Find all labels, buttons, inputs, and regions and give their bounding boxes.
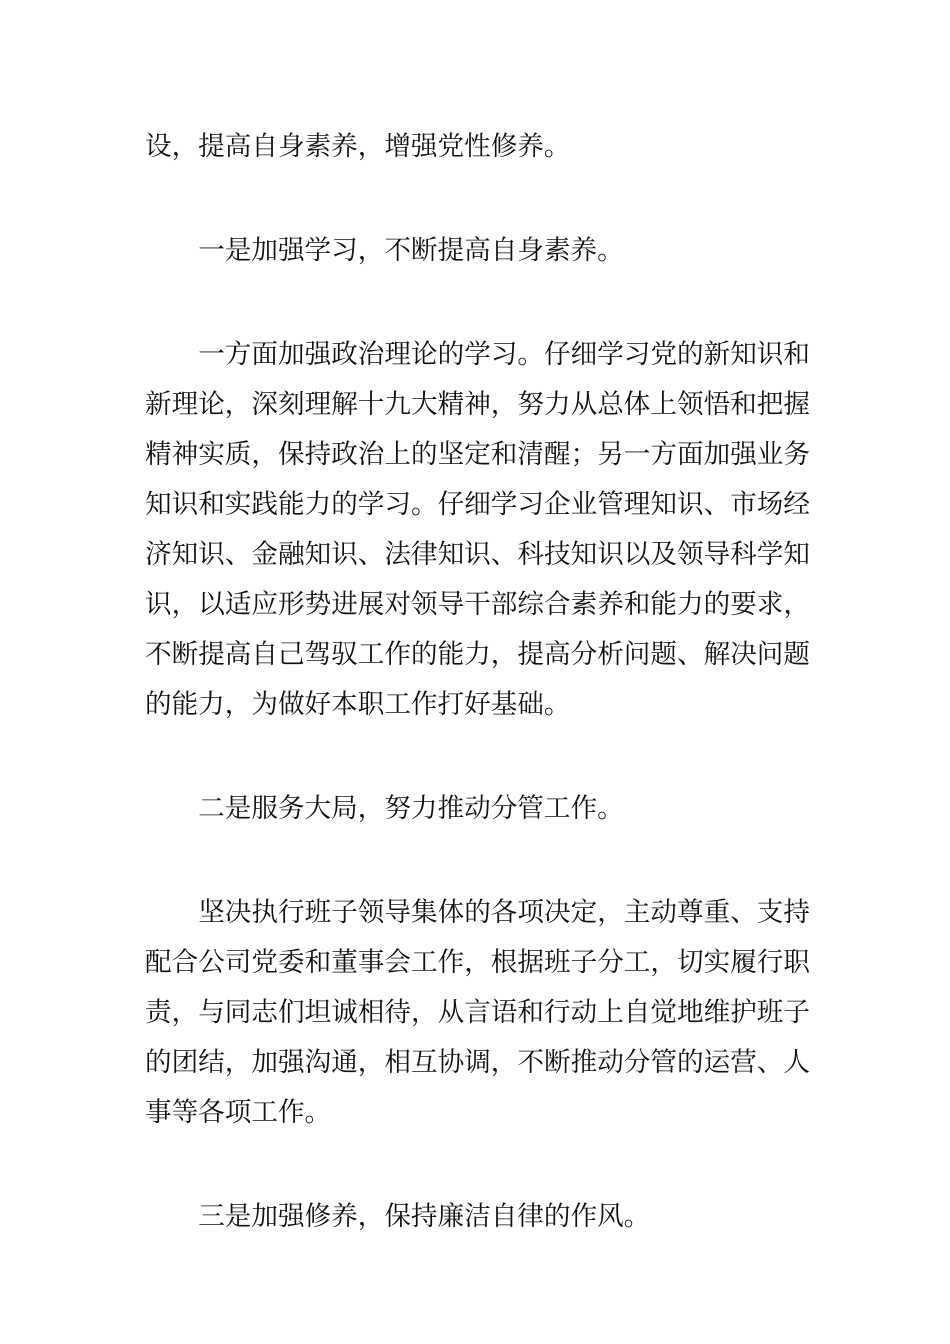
paragraph-service: 坚决执行班子领导集体的各项决定，主动尊重、支持配合公司党委和董事会工作，根据班子分工，切实履行职责，与同志们坦诚相待，从言语和行动上自觉地维护班子的团结，加强沟通，相互协调，不断推动分管的运营、人事等各项工作。 [145, 897, 810, 1128]
paragraph-gap [145, 730, 810, 784]
paragraph-gap [145, 276, 810, 330]
paragraph-continuation: 设，提高自身素养，增强党性修养。 [145, 131, 571, 162]
section-heading-one: 一是加强学习，不断提高自身素养。 [198, 235, 624, 266]
paragraph-gap [145, 1138, 810, 1192]
paragraph-study: 一方面加强政治理论的学习。仔细学习党的新知识和新理论，深刻理解十九大精神，努力从总体上领悟和把握精神实质，保持政治上的坚定和清醒；另一方面加强业务知识和实践能力的学习。仔细学习企业管理知识、市场经济知识、金融知识、法律知识、科技知识以及领导科学知识，以适应形势进展对领导干部综合素养和能力的要求，不断提高自己驾驭工作的能力，提高分析问题、解决问题的能力，为做好本职工作打好基础。 [145, 339, 810, 720]
section-heading-two: 二是服务大局，努力推动分管工作。 [198, 793, 624, 824]
paragraph-gap [145, 172, 810, 226]
section-heading-three: 三是加强修养，保持廉洁自律的作风。 [198, 1201, 651, 1232]
paragraph-gap [145, 834, 810, 888]
document-body [145, 122, 810, 1242]
